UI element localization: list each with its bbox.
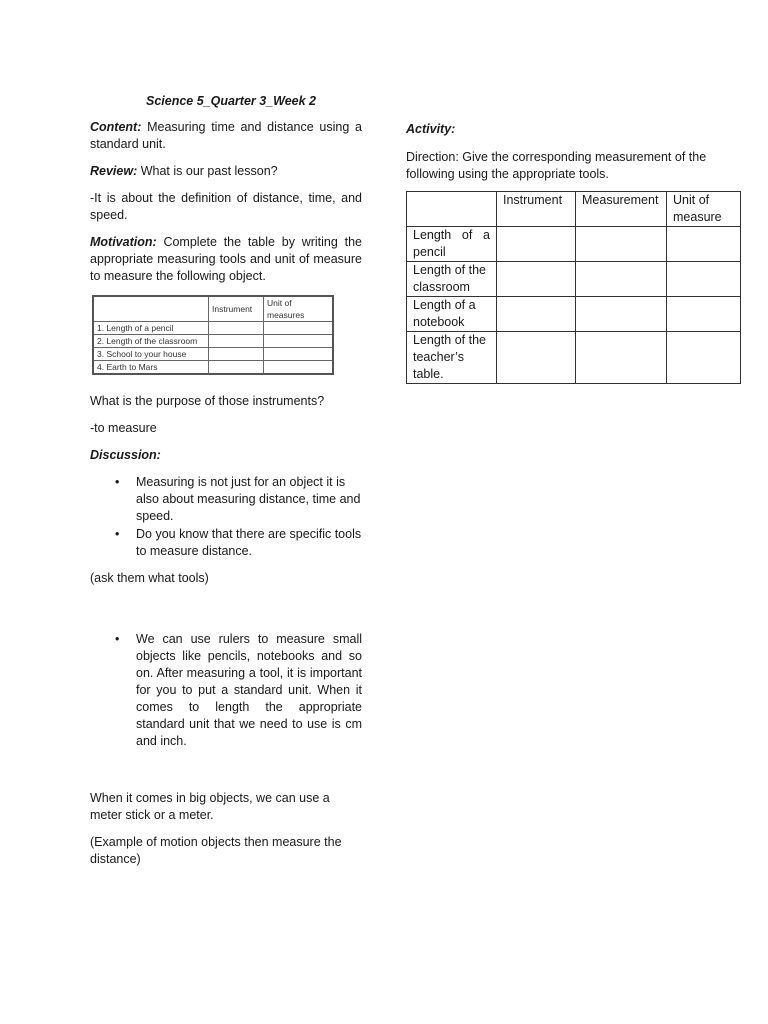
lesson-column [90,93,362,878]
purpose-answer: -to measure [90,421,157,435]
discussion-label: Discussion: [90,448,161,462]
example-note: (Example of motion objects then measure the distance) [90,835,342,866]
content-text: Measuring time and distance using a standard unit. [90,120,362,151]
instrument-answer-cell[interactable] [497,297,576,332]
unit-answer-cell[interactable] [667,227,741,262]
table-row [93,322,333,335]
table-cell: Length of the classroom [407,262,497,297]
table-row [407,192,741,227]
instrument-answer-cell[interactable] [497,227,576,262]
table-header-cell: Unit of measures [264,296,334,322]
table-cell: 1. Length of a pencil [93,322,209,335]
table-cell: Length of the teacher’s table. [407,332,497,384]
review-paragraph [90,163,362,180]
table-cell [264,348,334,361]
content-label: Content: [90,120,142,134]
table-row [93,348,333,361]
discussion-list [90,474,362,560]
review-answer: -It is about the definition of distance, time, and speed. [90,191,362,222]
table-cell [209,361,264,375]
table-cell: Length of a notebook [407,297,497,332]
table-cell [209,348,264,361]
motivation-table-image [92,295,334,375]
content-paragraph [90,119,362,153]
motivation-text: Complete the table by writing the appropriate measuring tools and unit of measure to measure the following object. [90,235,362,283]
table-header-cell: Measurement [576,192,667,227]
table-cell [209,322,264,335]
unit-answer-cell[interactable] [667,262,741,297]
activity-label: Activity: [406,122,456,136]
measurement-answer-cell[interactable] [576,297,667,332]
motivation-label: Motivation: [90,235,157,249]
table-cell [264,361,334,375]
table-cell [264,335,334,348]
table-cell [209,335,264,348]
table-header-cell: Unit of measure [667,192,741,227]
table-cell: 4. Earth to Mars [93,361,209,375]
table-header-cell: Instrument [497,192,576,227]
unit-answer-cell[interactable] [667,332,741,384]
activity-column [406,121,742,384]
table-row [407,332,741,384]
table-row [407,297,741,332]
table-cell: Length of a pencil [407,227,497,262]
instrument-answer-cell[interactable] [497,332,576,384]
page-title: Science 5_Quarter 3_Week 2 [145,94,316,108]
direction-text: Direction: Give the corresponding measurement of the following using the appropriate tools. [406,150,707,181]
review-text: What is our past lesson? [137,164,278,178]
big-objects-paragraph: When it comes in big objects, we can use a meter stick or a meter. [90,791,330,822]
list-item: • We can use rulers to measure small objects like pencils, notebooks and so on. After measuring a tool, it is important for you to put a standard unit. When it comes to length the appropriate standard unit that we need to use is cm and inch. [136,631,362,750]
unit-answer-cell[interactable] [667,297,741,332]
table-header-cell: Instrument [209,296,264,322]
table-row [93,335,333,348]
measurement-answer-cell[interactable] [576,332,667,384]
table-row [93,361,333,375]
list-item: • Do you know that there are specific tools to measure distance. [136,526,362,560]
table-row [407,262,741,297]
purpose-question: What is the purpose of those instruments? [90,394,325,408]
table-cell: 3. School to your house [93,348,209,361]
review-label: Review: [90,164,138,178]
table-header-cell [407,192,497,227]
list-item: • Measuring is not just for an object it is also about measuring distance, time and speed. [136,474,362,525]
table-row [407,227,741,262]
table-cell: 2. Length of the classroom [93,335,209,348]
measurement-answer-cell[interactable] [576,262,667,297]
measurement-answer-cell[interactable] [576,227,667,262]
activity-table [406,191,741,384]
motivation-paragraph [90,234,362,285]
ask-note: (ask them what tools) [90,571,209,585]
ruler-list [90,631,362,750]
table-cell [264,322,334,335]
table-header-cell [93,296,209,322]
table-row [93,296,333,322]
instrument-answer-cell[interactable] [497,262,576,297]
